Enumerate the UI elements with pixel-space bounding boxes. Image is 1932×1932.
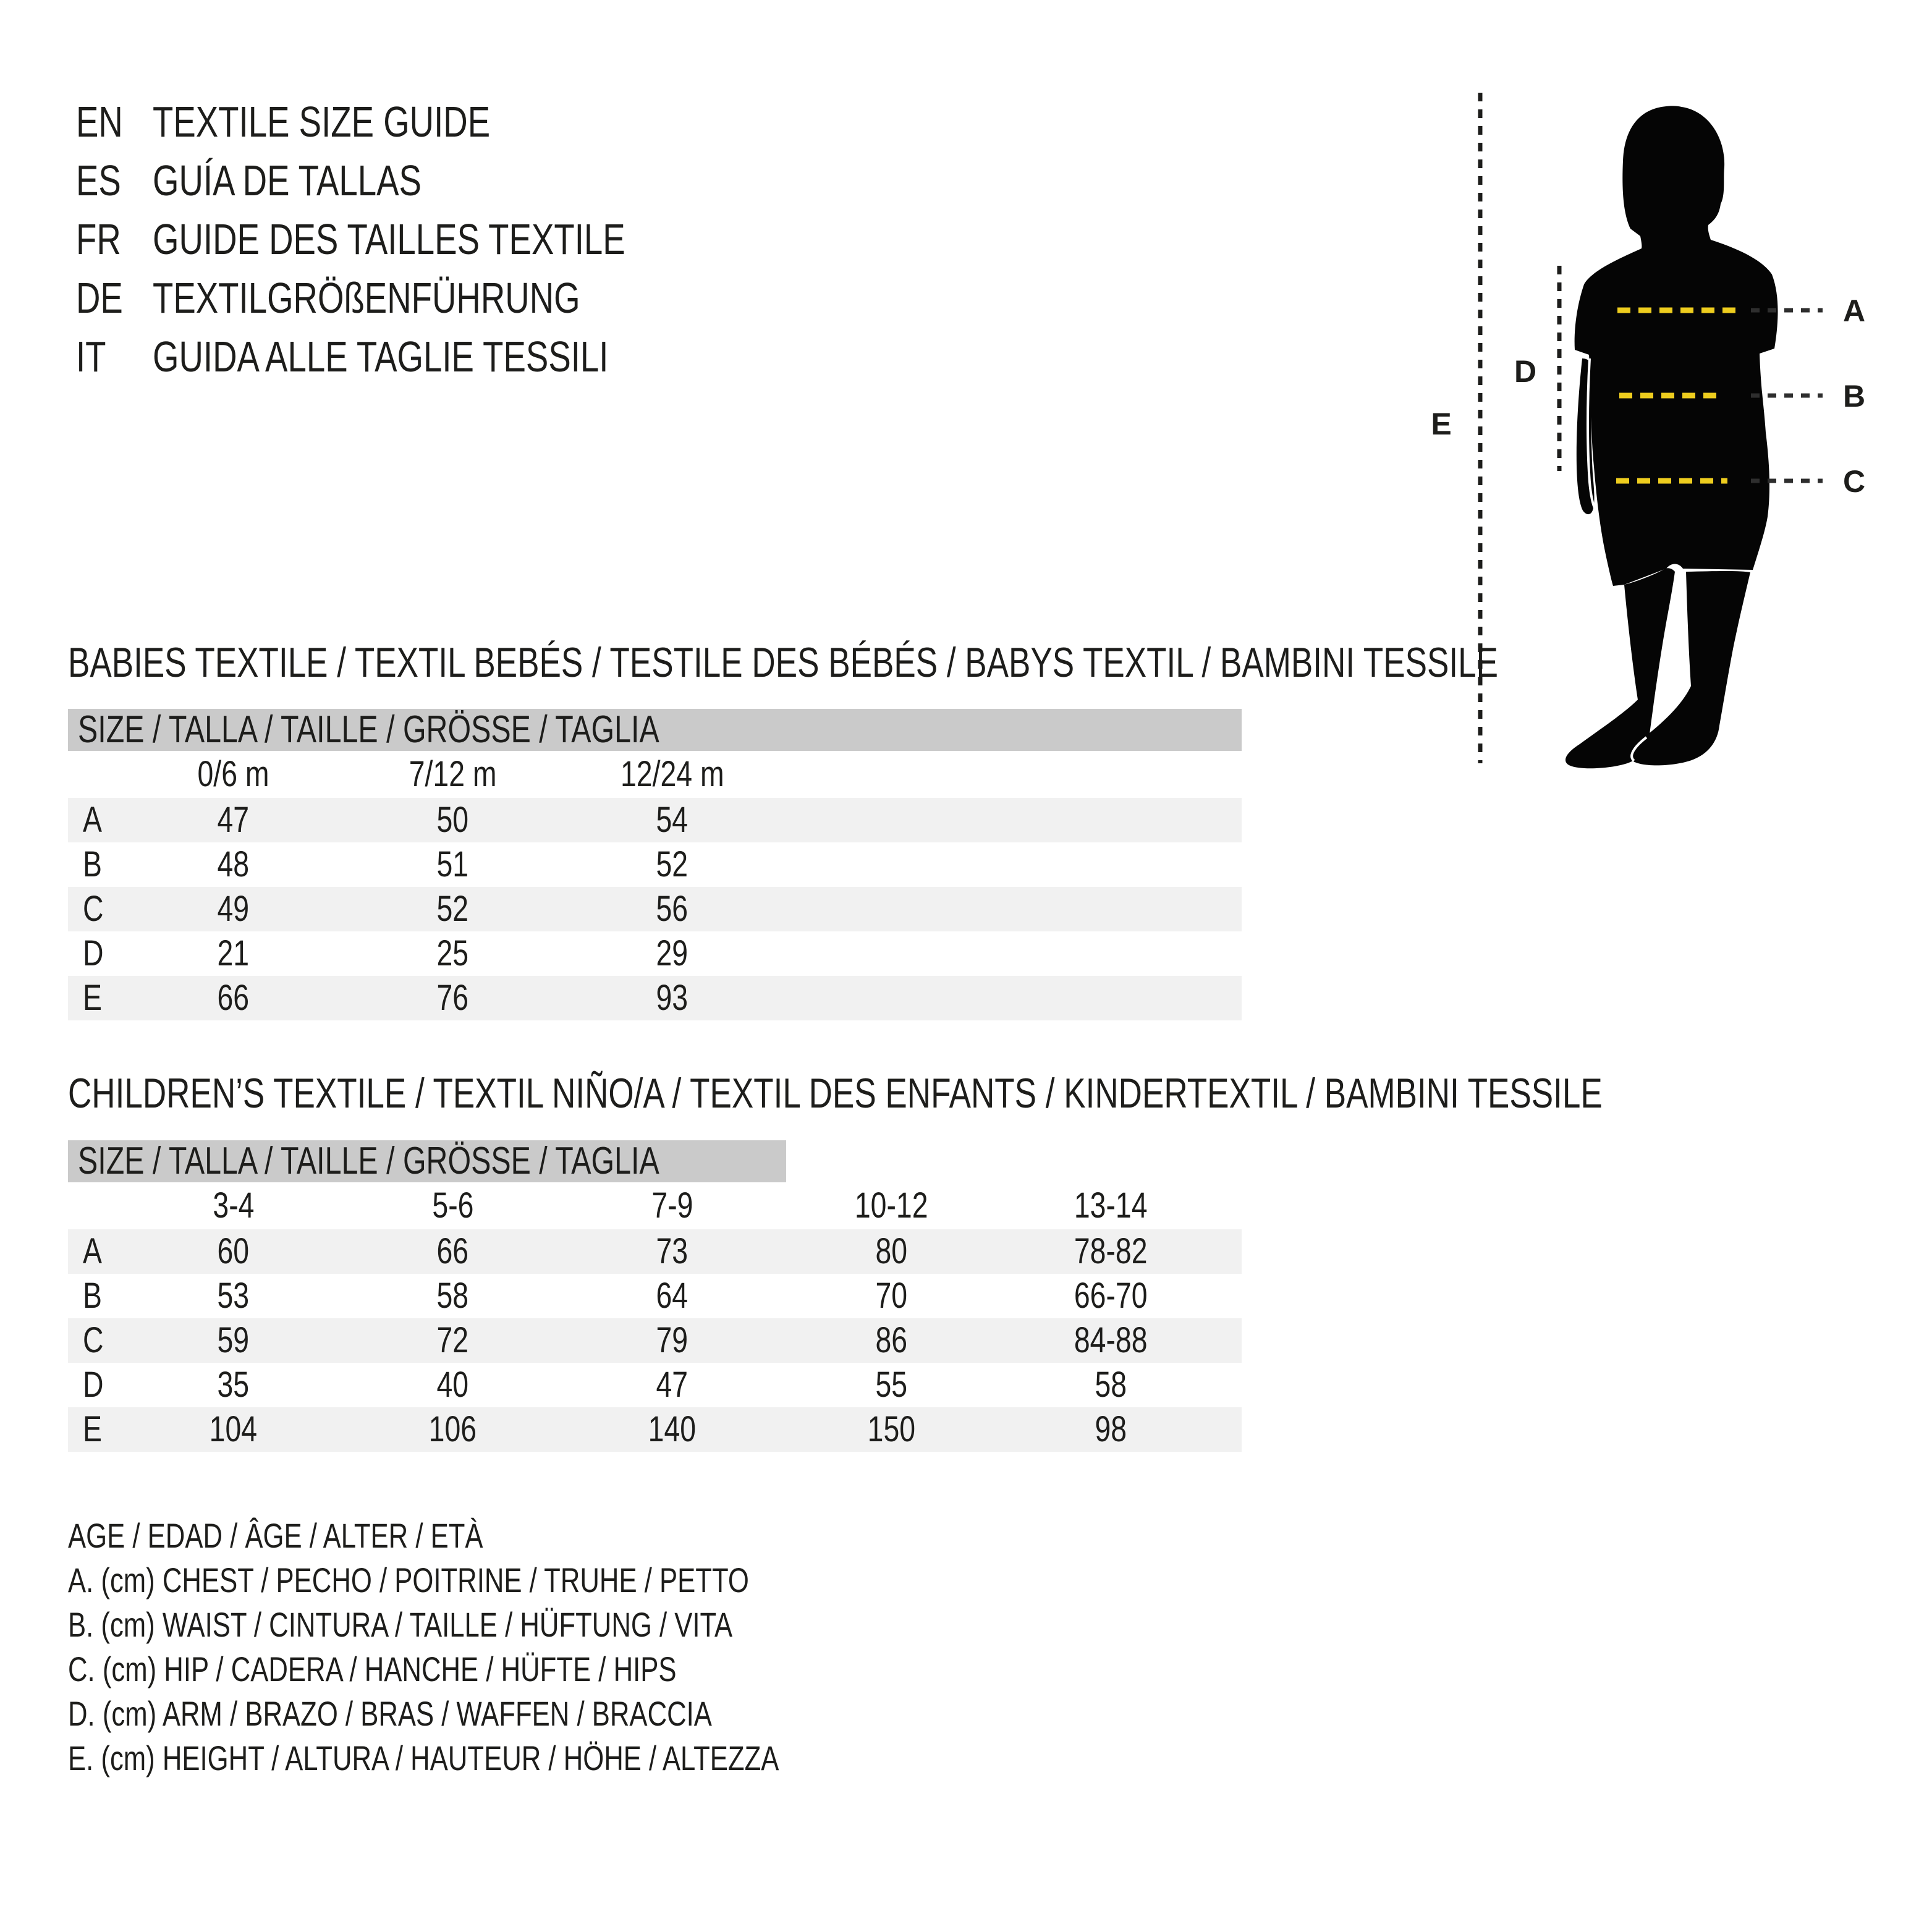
language-code xyxy=(76,210,153,269)
size-value-cell xyxy=(124,842,343,887)
guide-title-text: GUIDA ALLE TAGLIE TESSILI xyxy=(153,333,609,381)
column-header-label: 7-9 xyxy=(651,1185,693,1226)
legend-age: AGE / EDAD / ÂGE / ALTER / ETÀ xyxy=(68,1516,483,1555)
column-header-row xyxy=(68,1182,1242,1229)
size-value-cell xyxy=(124,1363,343,1407)
size-value: 140 xyxy=(648,1409,697,1449)
table-header-label: SIZE / TALLA / TAILLE / GRÖSSE / TAGLIA xyxy=(78,708,659,751)
column-header xyxy=(562,1182,782,1229)
size-value-cell xyxy=(343,1363,562,1407)
column-header-label: 12/24 m xyxy=(620,754,724,794)
size-value-cell xyxy=(782,1363,1001,1407)
legend-row xyxy=(68,1603,980,1647)
language-row xyxy=(76,151,758,210)
measure-label-hip: C xyxy=(1843,464,1866,499)
row-label-text: D xyxy=(83,1365,104,1405)
measure-label-arm: D xyxy=(1514,354,1537,389)
guide-title-text: TEXTILGRÖßENFÜHRUNG xyxy=(153,274,580,322)
size-value: 84-88 xyxy=(1074,1320,1148,1360)
size-value-cell xyxy=(124,1318,343,1363)
size-value-cell xyxy=(343,887,562,931)
legend-row xyxy=(68,1558,980,1603)
guide-title-text: TEXTILE SIZE GUIDE xyxy=(153,98,491,146)
table-row xyxy=(68,1407,1242,1452)
column-header-label: 3-4 xyxy=(212,1185,255,1226)
size-value-cell xyxy=(343,1407,562,1452)
size-value: 53 xyxy=(217,1276,250,1316)
size-value-cell xyxy=(562,1363,782,1407)
column-header xyxy=(124,1182,343,1229)
size-value: 76 xyxy=(436,978,469,1018)
language-code xyxy=(76,151,153,210)
guide-title-text: GUÍA DE TALLAS xyxy=(153,156,422,205)
size-value-cell xyxy=(124,976,343,1020)
size-value-cell xyxy=(343,798,562,842)
column-header-label: 7/12 m xyxy=(409,754,497,794)
legend-row xyxy=(68,1514,980,1558)
size-value: 78-82 xyxy=(1074,1231,1148,1271)
size-value: 80 xyxy=(875,1231,908,1271)
babies-section-title-text: BABIES TEXTILE / TEXTIL BEBÉS / TESTILE DES BÉBÉS / BABYS TEXTIL / BAMBINI TESSILE xyxy=(68,639,1499,686)
size-value: 51 xyxy=(436,844,469,884)
size-value-cell xyxy=(1001,1318,1221,1363)
size-value-cell xyxy=(562,931,782,976)
size-value-cell xyxy=(562,1407,782,1452)
table-row xyxy=(68,1274,1242,1318)
row-label xyxy=(68,1229,124,1274)
size-value: 59 xyxy=(217,1320,250,1360)
column-header-label: 10-12 xyxy=(855,1185,928,1226)
size-value-cell xyxy=(782,1274,1001,1318)
size-value: 47 xyxy=(217,800,250,840)
row-label-text: B xyxy=(83,844,102,884)
size-value-cell xyxy=(782,1229,1001,1274)
children-section-title xyxy=(68,1071,1932,1116)
table-row xyxy=(68,1363,1242,1407)
babies-size-table xyxy=(68,709,1242,1020)
row-label xyxy=(68,976,124,1020)
size-value-cell xyxy=(124,931,343,976)
row-label-text: C xyxy=(83,889,104,929)
measure-label-chest: A xyxy=(1843,294,1866,328)
language-row xyxy=(76,210,758,269)
column-header xyxy=(562,751,782,798)
row-label-text: A xyxy=(83,800,102,840)
size-value: 70 xyxy=(875,1276,908,1316)
column-header xyxy=(782,1182,1001,1229)
size-value-cell xyxy=(343,842,562,887)
language-code-text: IT xyxy=(76,333,106,381)
measurement-legend xyxy=(68,1514,980,1781)
size-value: 93 xyxy=(656,978,688,1018)
size-value-cell xyxy=(562,1318,782,1363)
size-value: 58 xyxy=(436,1276,469,1316)
table-row xyxy=(68,798,1242,842)
size-value-cell xyxy=(343,1229,562,1274)
size-value-cell xyxy=(124,798,343,842)
size-value-cell xyxy=(562,1229,782,1274)
guide-title xyxy=(153,269,701,328)
size-value: 104 xyxy=(209,1409,258,1449)
size-value: 73 xyxy=(656,1231,688,1271)
table-row xyxy=(68,1229,1242,1274)
measure-label-waist: B xyxy=(1843,379,1866,413)
language-code-text: DE xyxy=(76,274,123,322)
size-value: 47 xyxy=(656,1365,688,1405)
legend-row xyxy=(68,1647,980,1692)
size-value-cell xyxy=(124,887,343,931)
row-label-text: A xyxy=(83,1231,102,1271)
children-size-table xyxy=(68,1140,1242,1452)
size-value-cell xyxy=(1001,1274,1221,1318)
size-value-cell xyxy=(343,1274,562,1318)
column-header-spacer xyxy=(68,1182,124,1229)
size-value-cell xyxy=(782,1407,1001,1452)
language-code-text: FR xyxy=(76,215,121,263)
table-row xyxy=(68,976,1242,1020)
size-value-cell xyxy=(343,931,562,976)
table-rows xyxy=(68,1229,1242,1452)
size-value-cell xyxy=(1001,1363,1221,1407)
guide-title xyxy=(153,151,498,210)
size-value: 48 xyxy=(217,844,250,884)
language-title-list xyxy=(76,93,758,386)
language-code xyxy=(76,93,153,151)
size-value-cell xyxy=(562,1274,782,1318)
legend-row xyxy=(68,1692,980,1736)
row-label-text: D xyxy=(83,933,104,973)
table-row xyxy=(68,842,1242,887)
size-value-cell xyxy=(343,976,562,1020)
language-code-text: EN xyxy=(76,98,123,146)
size-value: 66-70 xyxy=(1074,1276,1148,1316)
size-value: 52 xyxy=(656,844,688,884)
column-header-row xyxy=(68,751,1242,798)
legend-height: E. (cm) HEIGHT / ALTURA / HAUTEUR / HÖHE / ALTEZZA xyxy=(68,1739,779,1777)
size-value-cell xyxy=(124,1274,343,1318)
column-header-label: 0/6 m xyxy=(197,754,269,794)
language-row xyxy=(76,93,758,151)
row-label xyxy=(68,798,124,842)
guide-title xyxy=(153,328,737,386)
size-value-cell xyxy=(562,842,782,887)
row-label xyxy=(68,1274,124,1318)
language-code xyxy=(76,269,153,328)
legend-row xyxy=(68,1736,980,1781)
column-header-label: 5-6 xyxy=(431,1185,474,1226)
size-value: 56 xyxy=(656,889,688,929)
column-header xyxy=(1001,1182,1221,1229)
row-label xyxy=(68,1318,124,1363)
column-header xyxy=(343,751,562,798)
size-value: 40 xyxy=(436,1365,469,1405)
size-value: 49 xyxy=(217,889,250,929)
size-value: 29 xyxy=(656,933,688,973)
size-value: 79 xyxy=(656,1320,688,1360)
size-value: 60 xyxy=(217,1231,250,1271)
children-section-title-text: CHILDREN’S TEXTILE / TEXTIL NIÑO/A / TEXTIL DES ENFANTS / KINDERTEXTIL / BAMBINI TESSILE xyxy=(68,1070,1603,1117)
row-label-text: E xyxy=(83,978,102,1018)
row-label-text: E xyxy=(83,1409,102,1449)
language-row xyxy=(76,269,758,328)
size-value: 25 xyxy=(436,933,469,973)
size-value-cell xyxy=(124,1407,343,1452)
legend-hip: C. (cm) HIP / CADERA / HANCHE / HÜFTE / HIPS xyxy=(68,1650,677,1688)
language-row xyxy=(76,328,758,386)
size-value-cell xyxy=(124,1229,343,1274)
size-value: 52 xyxy=(436,889,469,929)
row-label xyxy=(68,931,124,976)
size-value: 72 xyxy=(436,1320,469,1360)
size-value-cell xyxy=(1001,1229,1221,1274)
table-header-bar xyxy=(68,1140,786,1182)
guide-title xyxy=(153,93,585,151)
column-header-spacer xyxy=(68,751,124,798)
legend-waist: B. (cm) WAIST / CINTURA / TAILLE / HÜFTUNG / VITA xyxy=(68,1605,733,1644)
size-value: 64 xyxy=(656,1276,688,1316)
row-label-text: B xyxy=(83,1276,102,1316)
size-value: 150 xyxy=(867,1409,916,1449)
size-value-cell xyxy=(562,976,782,1020)
row-label-text: C xyxy=(83,1320,104,1360)
column-header xyxy=(343,1182,562,1229)
size-value-cell xyxy=(1001,1407,1221,1452)
size-value-cell xyxy=(562,887,782,931)
table-row xyxy=(68,931,1242,976)
size-value: 21 xyxy=(217,933,250,973)
language-code xyxy=(76,328,153,386)
size-value: 50 xyxy=(436,800,469,840)
row-label xyxy=(68,842,124,887)
guide-title-text: GUIDE DES TAILLES TEXTILE xyxy=(153,215,625,263)
row-label xyxy=(68,1363,124,1407)
guide-title xyxy=(153,210,758,269)
table-row xyxy=(68,887,1242,931)
language-code-text: ES xyxy=(76,156,121,205)
babies-section-title xyxy=(68,640,1902,685)
table-header-label: SIZE / TALLA / TAILLE / GRÖSSE / TAGLIA xyxy=(78,1140,659,1182)
table-header-bar xyxy=(68,709,1242,751)
size-value: 58 xyxy=(1095,1365,1127,1405)
size-value: 98 xyxy=(1095,1409,1127,1449)
size-value: 66 xyxy=(436,1231,469,1271)
size-value-cell xyxy=(562,798,782,842)
table-rows xyxy=(68,798,1242,1020)
size-value: 54 xyxy=(656,800,688,840)
row-label xyxy=(68,887,124,931)
size-value: 35 xyxy=(217,1365,250,1405)
table-row xyxy=(68,1318,1242,1363)
size-value: 86 xyxy=(875,1320,908,1360)
row-label xyxy=(68,1407,124,1452)
column-header-label: 13-14 xyxy=(1074,1185,1148,1226)
legend-chest: A. (cm) CHEST / PECHO / POITRINE / TRUHE / PETTO xyxy=(68,1561,749,1599)
size-value: 55 xyxy=(875,1365,908,1405)
column-header xyxy=(124,751,343,798)
size-value-cell xyxy=(343,1318,562,1363)
size-value: 106 xyxy=(428,1409,477,1449)
size-value-cell xyxy=(782,1318,1001,1363)
legend-arm: D. (cm) ARM / BRAZO / BRAS / WAFFEN / BRACCIA xyxy=(68,1694,712,1733)
measure-label-height: E xyxy=(1431,407,1452,441)
size-value: 66 xyxy=(217,978,250,1018)
